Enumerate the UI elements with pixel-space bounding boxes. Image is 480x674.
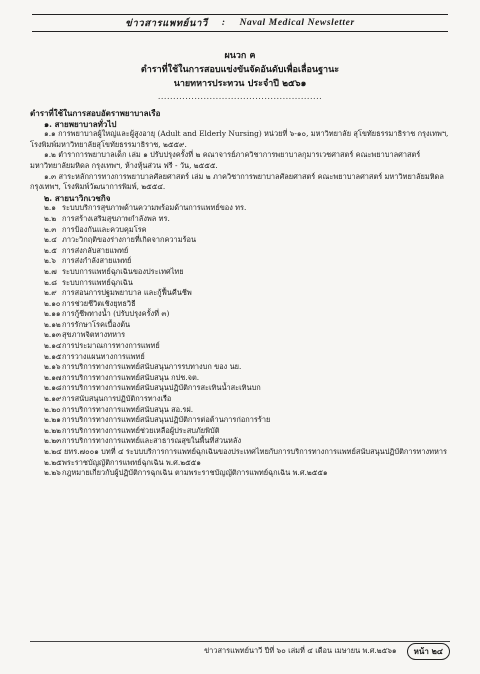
list-item: ๒.๒๕พระราชบัญญัติการแพทย์ฉุกเฉิน พ.ศ.๒๕๕๑ bbox=[44, 457, 201, 467]
page-number-badge: หน้า ๒๔ bbox=[407, 643, 450, 660]
main-heading: ตำราที่ใช้ในการสอบอัตราพยาบาลเรือ bbox=[30, 108, 161, 118]
section1-heading: ๑. สายพยาบาลทั่วไป bbox=[44, 118, 117, 129]
document-subtitle: นายทหารประทวน ประจำปี ๒๕๖๑ bbox=[173, 79, 307, 89]
list-item: ๒.๒ การสร้างเสริมสุขภาพกำลังพล ทร. bbox=[44, 213, 170, 223]
list-item: ๒.๖ การส่งกำลังสายแพทย์ bbox=[44, 256, 132, 266]
list-item: ๒.๒๐การบริการทางการแพทย์สนับสนุน สอ.รฝ. bbox=[44, 404, 194, 414]
section2-heading: ๒. สายนาวิกเวชกิจ bbox=[44, 192, 111, 203]
list-item: ๒.๕ การส่งกลับสายแพทย์ bbox=[44, 245, 129, 255]
list-item: ๒.๑๕การวางแผนทางการแพทย์ bbox=[44, 351, 145, 361]
appendix-label: ผนวก ฅ bbox=[224, 51, 256, 61]
list-item: ๒.๗ ระบบการแพทย์ฉุกเฉินของประเทศไทย bbox=[44, 266, 184, 276]
list-item: ๒.๔ ภาวะวิกฤติของร่างกายที่เกิดจากความร้อน bbox=[44, 235, 197, 245]
list-item: ๒.๒๓การบริการทางการแพทย์และสาธารณสุขในพื้นที่ส่วนหลัง bbox=[44, 436, 242, 446]
list-item: ๒.๑๙การสนับสนุนการปฏิบัติการทางเรือ bbox=[44, 394, 172, 404]
list-item: ๒.๑๖การบริการทางการแพทย์สนับสนุนการรบทางบก ของ นย. bbox=[44, 362, 242, 372]
list-item: ๒.๒๒การบริการทางการแพทย์ช่วยเหลือผู้ประสบภัยพิบัติ bbox=[44, 425, 220, 435]
list-item: ๒.๘ ระบบการแพทย์ฉุกเฉิน bbox=[44, 277, 133, 287]
title-divider: ...................................................... bbox=[157, 92, 323, 101]
list-item: ๒.๑๗การบริการทางการแพทย์สนับสนุน กปช.จต. bbox=[44, 372, 200, 382]
list-item-wrapped: ๒.๒๔ ยทร.๗๐๐๑ บทที่ ๔ ระบบบริการการแพทย์ฉุกเฉินของประเทศไทยกับการบริการทางการแพทย์สนับสนุนปฏิบัติการทางทหาร bbox=[44, 447, 447, 456]
page-footer bbox=[30, 641, 450, 660]
document-title: ตำราที่ใช้ในการสอบแข่งขันจัดอันดับเพื่อเลื่อนฐานะ bbox=[140, 65, 340, 75]
list-item: ๒.๑๐ การช่วยชีวิตเชิงยุทธวิธี bbox=[44, 298, 136, 308]
list-item: ๒.๑๑การกู้ชีพทางน้ำ (ปรับปรุงครั้งที่ ๓) bbox=[44, 309, 170, 319]
header-english-title: Naval Medical Newsletter bbox=[239, 18, 355, 28]
list-item: ๒.๑๘การบริการทางการแพทย์สนับสนุนปฏิบัติการสะเทินน้ำสะเทินบก bbox=[44, 383, 261, 393]
list-item: ๒.๑ ระบบบริการสุขภาพด้านความพร้อมด้านการแพทย์ของ ทร. bbox=[44, 203, 247, 213]
document-body bbox=[30, 108, 454, 479]
list-item: ๒.๑๒การรักษาโรคเบื้องต้น bbox=[44, 319, 131, 329]
section1-item: ๑.๑ การพยาบาลผู้ใหญ่และผู้สูงอายุ (Adult and Elderly Nursing) หน่วยที่ ๖-๑๐, มหาวิทยาลัย สุโขทัยธรรมาธิราช กรุงเทพฯ, โรงพิมพ์มหาวิทยาลัยสุโขทัยธรรมาธิราช, ๒๕๕๙. bbox=[30, 129, 449, 149]
list-item: ๒.๑๓สุขภาพจิตทางทหาร bbox=[44, 330, 126, 340]
footer-issue-info: ข่าวสารแพทย์นาวี ปีที่ ๖๐ เล่มที่ ๔ เดือน เมษายน พ.ศ.๒๕๖๑ bbox=[204, 646, 397, 655]
list-item: ๒.๒๑การบริการทางการแพทย์สนับสนุนปฏิบัติการต่อต้านการก่อการร้าย bbox=[44, 415, 271, 425]
list-item: ๒.๓ การป้องกันและควบคุมโรค bbox=[44, 224, 147, 234]
list-item: ๒.๙ การสอนการปฐมพยาบาล และกู้ฟื้นคืนชีพ bbox=[44, 288, 192, 298]
header-separator: : bbox=[221, 18, 226, 28]
section1-item: ๑.๓ สาระหลักการทางการพยาบาลศัลยศาสตร์ เล่ม ๒ ภาควิชาการพยาบาลศัลยศาสตร์ คณะพยาบาลศาสตร์ มหาวิทยาลัยมหิดล กรุงเทพฯ, โรงพิมพ์วัฒนาการพิมพ์, ๒๕๕๔. bbox=[30, 171, 444, 192]
list-item: ๒.๑๔การประมาณการทางการแพทย์ bbox=[44, 341, 160, 351]
section1-item: ๑.๒ ตำราการพยาบาลเด็ก เล่ม ๑ ปรับปรุงครั้งที่ ๒ คณาจารย์ภาควิชาการพยาบาลกุมารเวชศาสตร์ คณะพยาบาลศาสตร์ มหาวิทยาลัยมหิดล กรุงเทพฯ, ห้างหุ้นส่วน ฟรี - วัน, ๒๕๕๕. bbox=[30, 150, 421, 170]
list-item: ๒.๒๖กฎหมายเกี่ยวกับผู้ปฏิบัติการฉุกเฉิน ตามพระราชบัญญัติการแพทย์ฉุกเฉิน พ.ศ.๒๕๕๑ bbox=[44, 468, 328, 478]
header-thai-title: ข่าวสารแพทย์นาวี bbox=[125, 18, 208, 29]
running-header bbox=[32, 14, 448, 32]
